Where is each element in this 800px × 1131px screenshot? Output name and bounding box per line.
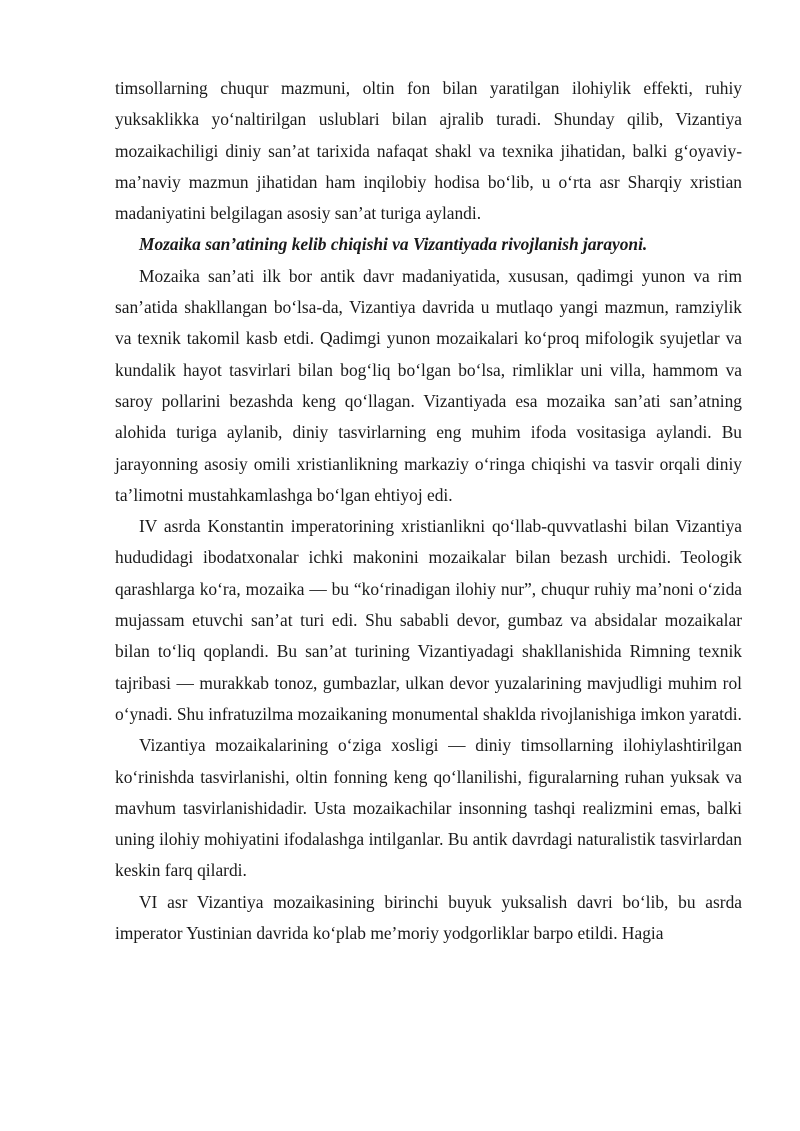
paragraph-continuation: timsollarning chuqur mazmuni, oltin fon bilan yaratilgan ilohiylik effekti, ruhiy yuksaklikka yo‘naltirilgan uslublari bilan ajralib turadi. Shunday qilib, Vizantiya mozaikachiligi diniy san’at tarixida nafaqat shakl va texnika jihatidan, balki g‘oyaviy-ma’naviy mazmun jihatidan ham inqilobiy hodisa bo‘lib, u o‘rta asr Sharqiy xristian madaniyatini belgilagan asosiy san’at turiga aylandi.	[115, 78, 742, 224]
document-page	[115, 73, 742, 949]
paragraph: Mozaika san’ati ilk bor antik davr madaniyatida, xususan, qadimgi yunon va rim san’atida shakllangan bo‘lsa-da, Vizantiya davrida u mutlaqo yangi mazmun, ramziylik va texnik takomil kasb etdi. Qadimgi yunon mozaikalari ko‘proq mifologik syujetlar va kundalik hayot tasvirlari bilan bog‘liq bo‘lgan bo‘lsa, rimliklar uni villa, hammom va saroy pollarini bezashda keng qo‘llagan. Vizantiyada esa mozaika san’ati san’atning alohida turiga aylanib, diniy tasvirlarning eng muhim ifoda vositasiga aylandi. Bu jarayonning asosiy omili xristianlikning markaziy o‘ringa chiqishi va tasvir orqali diniy ta’limotni mustahkamlashga bo‘lgan ehtiyoj edi.	[115, 265, 742, 505]
paragraph: VI asr Vizantiya mozaikasining birinchi buyuk yuksalish davri bo‘lib, bu asrda imperator Yustinian davrida ko‘plab me’moriy yodgorliklar barpo etildi. Hagia	[115, 891, 742, 944]
section-heading: Mozaika san’atining kelib chiqishi va Vizantiyada rivojlanish jarayoni.	[139, 234, 648, 255]
paragraph: IV asrda Konstantin imperatorining xristianlikni qo‘llab-quvvatlashi bilan Vizantiya hududidagi ibodatxonalar ichki makonini mozaikalar bilan bezash urchidi. Teologik qarashlarga ko‘ra, mozaika — bu “ko‘rinadigan ilohiy nur”, chuqur ruhiy ma’noni o‘zida mujassam etuvchi san’at turi edi. Shu sababli devor, gumbaz va absidalar mozaikalar bilan to‘liq qoplandi. Bu san’at turining Vizantiyadagi shakllanishida Rimning texnik tajribasi — murakkab tonoz, gumbazlar, ulkan devor yuzalarining mavjudligi muhim rol o‘ynadi. Shu infratuzilma mozaikaning monumental shaklda rivojlanishiga imkon yaratdi.	[115, 516, 742, 724]
paragraph: Vizantiya mozaikalarining o‘ziga xosligi — diniy timsollarning ilohiylashtirilgan ko‘rinishda tasvirlanishi, oltin fonning keng qo‘llanilishi, figuralarning ruhan yuksak va mavhum tasvirlanishidadir. Usta mozaikachilar insonning tashqi realizmini emas, balki uning ilohiy mohiyatini ifodalashga intilganlar. Bu antik davrdagi naturalistik tasvirlardan keskin farq qilardi.	[115, 735, 742, 881]
